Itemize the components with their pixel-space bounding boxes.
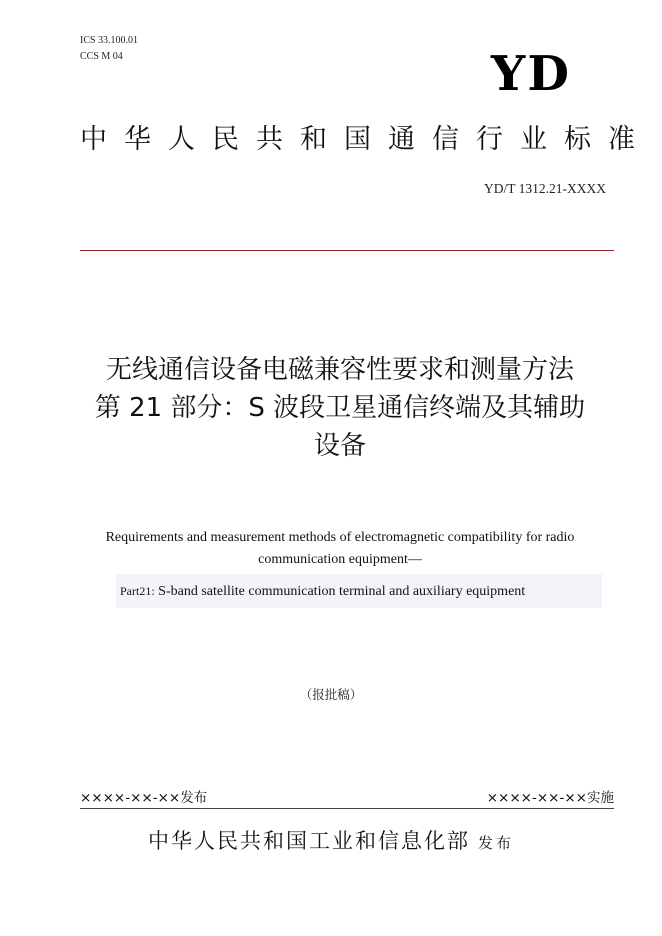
ccs-code: CCS M 04 [80,51,123,62]
header-divider [80,250,614,251]
standard-type-title: 中华人民共和国通信行业标准 [80,124,652,155]
ics-code: ICS 33.100.01 [80,35,139,46]
implement-date: ××××-××-××实施 [486,790,614,806]
part-prefix: Part21: [120,584,155,598]
chinese-title [70,351,610,465]
issuer-action: 发布 [477,834,514,852]
english-title-line-1: Requirements and measurement methods of electromagnetic compatibility for radio [105,530,575,545]
footer-divider [80,808,614,809]
english-title [70,527,610,571]
yd-logo: YD [491,46,571,102]
issuer-name: 中华人民共和国工业和信息化部 [147,829,470,853]
draft-status-note: （报批稿） [299,687,363,702]
chinese-title-line-3: 设备 [313,431,366,461]
issuer-line [0,826,662,856]
english-part-title [116,574,602,608]
publish-date: ××××-××-××发布 [80,790,208,806]
chinese-title-line-1: 无线通信设备电磁兼容性要求和测量方法 [105,355,574,385]
standard-number: YD/T 1312.21-XXXX [484,181,606,196]
english-title-line-2: communication equipment— [258,552,422,567]
part-text: S-band satellite communication terminal and auxiliary equipment [154,584,526,599]
chinese-title-line-2: 第 21 部分：S 波段卫星通信终端及其辅助 [94,393,586,423]
